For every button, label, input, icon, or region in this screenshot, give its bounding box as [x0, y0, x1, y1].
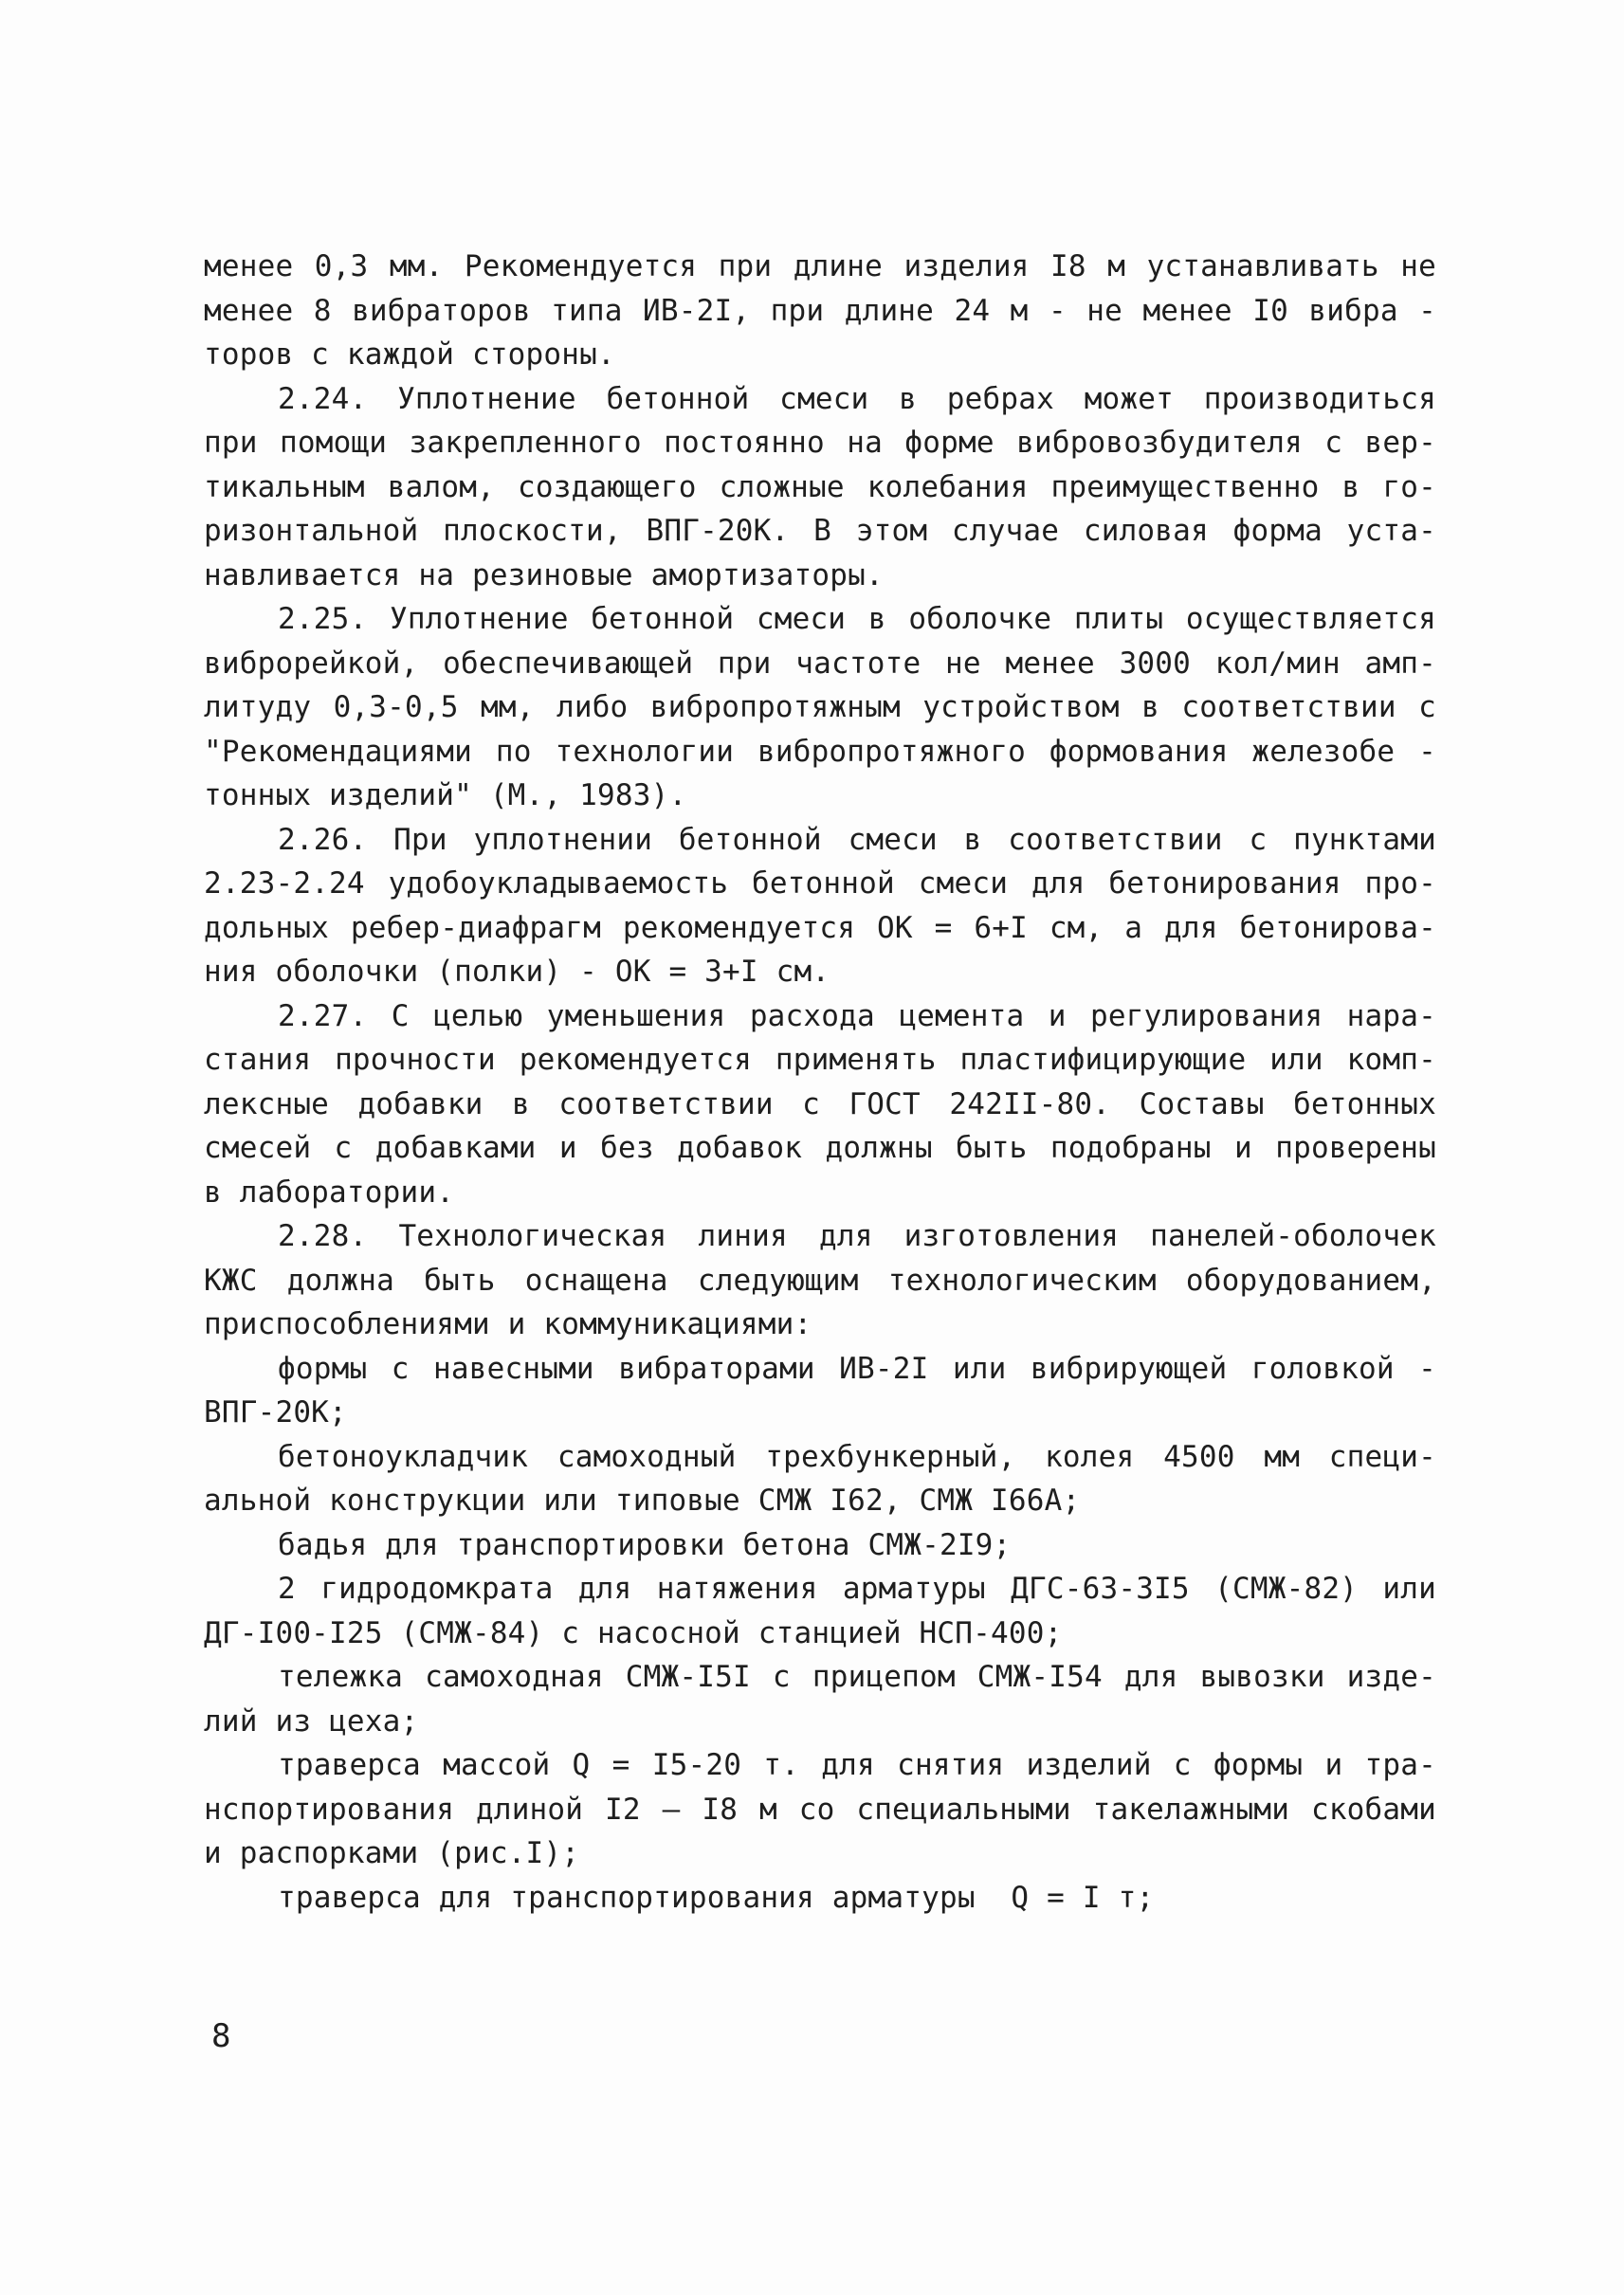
- text-line: дольных ребер-диафрагм рекомендуется ОК = 6+I см, а для бетонирова-: [204, 910, 1436, 945]
- text-line: 2.25. Уплотнение бетонной смеси в оболочке плиты осуществляется: [278, 602, 1436, 636]
- text-line: ния оболочки (полки) - ОК = 3+I см.: [204, 955, 830, 989]
- text-line: тележка самоходная СМЖ-I5I с прицепом СМЖ-I54 для вывозки изде-: [278, 1660, 1436, 1694]
- text-line: лий из цеха;: [204, 1703, 419, 1739]
- text-line: смесей с добавками и без добавок должны быть подобраны и проверены: [204, 1131, 1436, 1165]
- text-line: виброрейкой, обеспечивающей при частоте не менее 3000 кол/мин амп-: [204, 646, 1436, 681]
- text-line: приспособлениями и коммуникациями:: [204, 1307, 812, 1341]
- text-line: "Рекомендациями по технологии вибропротяжного формования железобе -: [204, 734, 1436, 769]
- page-number: 8: [211, 2017, 231, 2055]
- text-line: в лаборатории.: [204, 1175, 455, 1210]
- text-line: траверса для транспортирования арматуры Q = I т;: [278, 1880, 1155, 1915]
- text-line: формы с навесными вибраторами ИВ-2I или вибрирующей головкой -: [278, 1351, 1436, 1386]
- text-line: менее 0,3 мм. Рекомендуется при длине изделия I8 м устанавливать не: [204, 249, 1436, 283]
- body-text: [204, 245, 1436, 1920]
- text-line: 2 гидродомкрата для натяжения арматуры ДГС-63-3I5 (СМЖ-82) или: [278, 1572, 1436, 1606]
- text-line: лексные добавки в соответствии с ГОСТ 242II-80. Составы бетонных: [204, 1086, 1436, 1121]
- text-line: 2.23-2.24 удобоукладываемость бетонной смеси для бетонирования про-: [204, 866, 1436, 901]
- text-line: литуду 0,3-0,5 мм, либо вибропротяжным устройством в соответствии с: [204, 690, 1436, 724]
- text-line: торов с каждой стороны.: [204, 337, 615, 372]
- text-line: навливается на резиновые амортизаторы.: [204, 557, 884, 592]
- text-line: при помощи закрепленного постоянно на форме вибровозбудителя с вер-: [204, 426, 1436, 460]
- text-line: 2.26. При уплотнении бетонной смеси в соответствии с пунктами: [278, 822, 1436, 857]
- text-line: траверса массой Q = I5-20 т. для снятия изделий с формы и тра-: [278, 1748, 1436, 1782]
- text-line: КЖС должна быть оснащена следующим технологическим оборудованием,: [204, 1263, 1436, 1298]
- text-line: бадья для транспортировки бетона СМЖ-2I9;: [278, 1527, 1012, 1562]
- text-line: ДГ-I00-I25 (СМЖ-84) с насосной станцией НСП-400;: [204, 1615, 1063, 1650]
- text-line: тонных изделий" (М., 1983).: [204, 778, 687, 812]
- text-line: нспортирования длиной I2 — I8 м со специальными такелажными скобами: [204, 1792, 1436, 1827]
- text-line: ВПГ-20К;: [204, 1395, 347, 1430]
- text-line: и распорками (рис.I);: [204, 1836, 580, 1870]
- text-line: бетоноукладчик самоходный трехбункерный, колея 4500 мм специ-: [278, 1439, 1436, 1474]
- text-line: стания прочности рекомендуется применять пластифицирующие или комп-: [204, 1043, 1436, 1077]
- text-line: 2.27. С целью уменьшения расхода цемента и регулирования нара-: [278, 998, 1436, 1033]
- text-line: менее 8 вибраторов типа ИВ-2I, при длине 24 м - не менее I0 вибра -: [204, 293, 1436, 328]
- text-line: 2.24. Уплотнение бетонной смеси в ребрах может производиться: [278, 381, 1436, 416]
- text-line: тикальным валом, создающего сложные колебания преимущественно в го-: [204, 469, 1436, 504]
- text-line: альной конструкции или типовые СМЖ I62, СМЖ I66А;: [204, 1484, 1081, 1518]
- text-line: ризонтальной плоскости, ВПГ-20К. В этом случае силовая форма уста-: [204, 514, 1436, 548]
- text-line: 2.28. Технологическая линия для изготовления панелей-оболочек: [278, 1219, 1436, 1253]
